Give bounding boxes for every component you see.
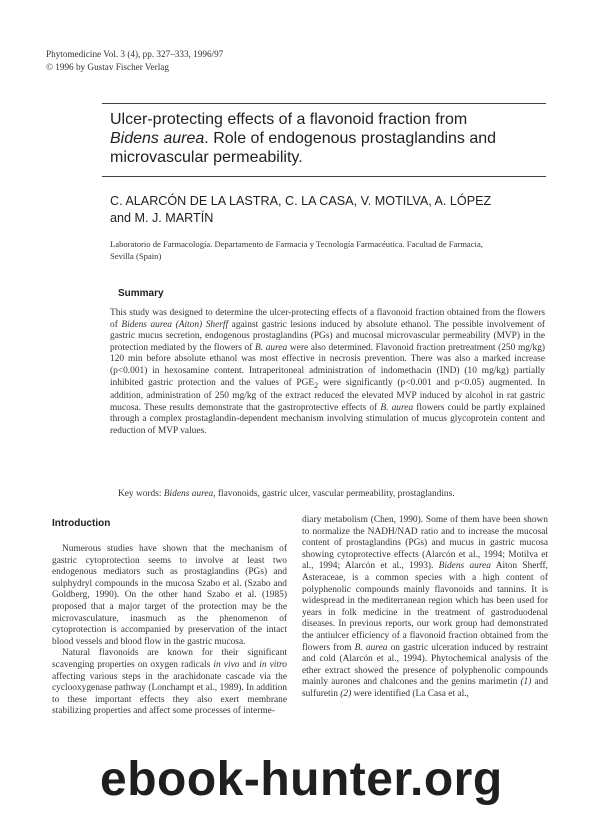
authors-line-2: and M. J. MARTÍN <box>110 210 214 225</box>
keywords-species: Bidens aurea, <box>163 489 216 499</box>
affiliation-line-2: Sevilla (Spain) <box>110 251 162 261</box>
keywords-list: flavonoids, gastric ulcer, vascular permeability, prostaglandins. <box>217 489 455 499</box>
summary-text <box>110 308 545 437</box>
affiliation <box>110 238 550 262</box>
summary-species-2: B. aurea <box>255 342 288 353</box>
article-title <box>110 110 550 167</box>
title-species: Bidens aurea <box>110 130 205 147</box>
intro-p3-num-2: (2) <box>340 688 352 699</box>
authors-line-1: C. ALARCÓN DE LA LASTRA, C. LA CASA, V. MOTILVA, A. LÓPEZ <box>110 194 492 208</box>
summary-p4: were significantly (p<0.001 and p<0.05) augmented. In addition, administration of 250 mg/kg of the extract reduced the elevated MVP induced by alcohol in rat gastric mucosa. These results demonstrate that the gastroprotective effects of <box>110 377 546 413</box>
intro-paragraph-1: Numerous studies have shown that the mechanism of gastric cytoprotection seems to involve at least two endogenous mediators such as prostaglandins (PGs) and sulphydryl compounds in the mucosa Szabo et al. (Szabo and Goldberg, 1990). On the other hand Szabo et al. (1985) proposed that a major target of the protection may be the microvasculature, inasmuch as the phenomenon of cytoprotection is accompanied by preservation of the intact blood vessels and blood flow in the gastric mucosa. <box>52 544 287 647</box>
intro-p3-e: were identified (La Casa et al., <box>353 688 469 699</box>
intro-p2-c: affecting various steps in the arachidonate cascade via the cyclooxygenase pathway (Lonchampt et al., 1989). In addition to these important effects they also exert membrane stabilizing properties and affect some processes of interme- <box>52 671 287 717</box>
journal-citation: Phytomedicine Vol. 3 (4), pp. 327–333, 1996/97 <box>46 49 224 59</box>
left-column <box>52 544 287 718</box>
summary-species-1: Bidens aurea (Aiton) Sherff <box>121 319 229 330</box>
intro-paragraph-2 <box>52 648 287 718</box>
summary-p3: were also determined. Flavonoid fraction pretreatment (250 mg/kg) 120 min before absolute ethanol was most effective in necrosis prevention. There was also a marked increase (p<0.001) in hexosamine content. Intraperitoneal administration of indomethacin (IND) (10 mg/kg) partially inhibited gastric protection and the values of PGE <box>110 342 546 388</box>
introduction-heading: Introduction <box>52 518 111 529</box>
intro-p2-b: and <box>242 659 257 670</box>
intro-p3-d: and sulfuretin <box>302 677 549 699</box>
intro-p3-species-2: B. aurea <box>354 642 388 653</box>
author-list <box>110 193 550 226</box>
summary-p2: against gastric lesions induced by absolute ethanol. The possible involvement of gastric mucus secretion, endogenous prostaglandins (PGs) and mucosal microvascular permeability (MVP) in the protection mediated by the flowers of <box>110 319 545 353</box>
keywords-label: Key words: <box>118 489 162 499</box>
summary-heading: Summary <box>118 288 164 299</box>
title-line-3: microvascular permeability. <box>110 149 303 166</box>
journal-header <box>46 48 223 73</box>
summary-p1: This study was designed to determine the ulcer-protecting effects of a flavonoid fraction obtained from the flowers of <box>110 308 545 330</box>
copyright-line: © 1996 by Gustav Fischer Verlag <box>46 61 169 72</box>
intro-p2-invitro: in vitro <box>259 659 287 670</box>
affiliation-line-1: Laboratorio de Farmacología. Departamento de Farmacia y Tecnología Farmacéutica. Facultad de Farmacia, <box>110 239 483 249</box>
intro-p3-num-1: (1) <box>520 677 532 688</box>
summary-species-3: B. aurea <box>380 402 414 413</box>
title-line-2 <box>110 129 550 148</box>
title-line-2-rest: . Role of endogenous prostaglandins and <box>204 130 497 147</box>
intro-p3-c: on gastric ulceration induced by restraint and cold (Alarcón et al., 1994). Phytochemical analysis of the ether extract showed the presence of polyphenolic compounds mainly aurones and chalcones and the genins marimetin <box>302 642 549 688</box>
intro-paragraph-3 <box>302 515 548 701</box>
title-top-rule <box>102 103 546 104</box>
title-bottom-rule <box>102 176 546 177</box>
intro-p2-invivo: in vivo <box>213 659 240 670</box>
intro-p3-species: Bidens aurea <box>438 561 491 572</box>
right-column <box>302 515 548 701</box>
summary-p5: flowers could be partly explained through a complex prostaglandin-dependent mechanism involving stimulation of mucus glycoprotein content and reduction of MVP values. <box>110 402 546 436</box>
title-line-1: Ulcer-protecting effects of a flavonoid fraction from <box>110 111 468 128</box>
keywords <box>118 488 548 500</box>
summary-subscript: 2 <box>314 380 319 390</box>
intro-p3-b: Aiton Sherff, Asteraceae, is a common species with a high content of polyphenolic compounds mainly flavonoids and tannins. It is widespread in the mediterranean region which has been used for years in folk medicine in the treatment of gastroduodenal diseases. In previous reports, our work group had demonstrated the antiulcer efficiency of a flavonoid fraction obtained from the flowers from <box>302 561 549 653</box>
watermark-logo: ebook-hunter.org <box>100 753 503 806</box>
intro-p3-a: diary metabolism (Chen, 1990). Some of them have been shown to normalize the NADH/NAD ratio and to increase the mucosal content of prostaglandins (PGs) and mucus in gastric mucosa showing cytoprotective effects (Alarcón et al., 1994; Motilva et al., 1994; Alarcón et al., 1993). <box>302 515 548 572</box>
intro-p2-a: Natural flavonoids are known for their significant scavenging properties on oxygen radicals <box>52 648 287 670</box>
